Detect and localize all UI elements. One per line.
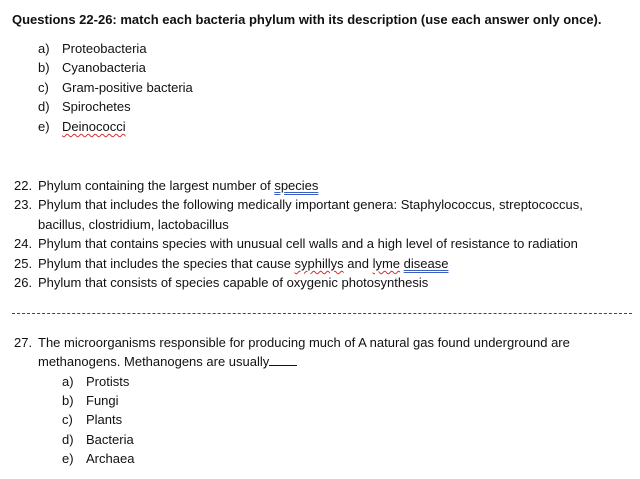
item-text: Phylum containing the largest number of [38, 178, 275, 193]
option-letter: c) [38, 80, 49, 95]
flagged-word: lyme [372, 256, 401, 271]
item-text: and [343, 256, 373, 271]
q27-option-e [62, 449, 134, 468]
option-text: Bacteria [86, 432, 134, 447]
option-text: Spirochetes [62, 99, 131, 114]
q27-option-d [62, 430, 134, 449]
item-text: Phylum that includes the species that cause [38, 256, 295, 271]
item-number: 24. [14, 236, 33, 251]
answer-blank [269, 354, 297, 366]
item-23-continued: bacillus, clostridium, lactobacillus [38, 217, 229, 232]
item-24 [14, 234, 578, 253]
section-divider [12, 313, 632, 314]
question-27 [14, 333, 570, 352]
question-text: methanogens. Methanogens are usually [38, 354, 270, 369]
option-d [38, 97, 131, 116]
option-text: Proteobacteria [62, 41, 147, 56]
item-number: 26. [14, 275, 33, 290]
option-letter: c) [62, 412, 73, 427]
option-b [38, 58, 146, 77]
question-27-continued [38, 352, 297, 371]
item-text: Phylum that contains species with unusual cell walls and a high level of resistance to radiation [38, 236, 578, 251]
item-number: 27. [14, 335, 33, 350]
question-text: The microorganisms responsible for producing much of A natural gas found underground are [38, 335, 570, 350]
option-letter: b) [38, 60, 50, 75]
option-e [38, 117, 126, 136]
option-text: Archaea [86, 451, 135, 466]
flagged-word: syphillys [294, 256, 344, 271]
option-letter: e) [38, 119, 50, 134]
item-number: 22. [14, 178, 33, 193]
item-23 [14, 195, 583, 214]
question-heading: Questions 22-26: match each bacteria phylum with its description (use each answer only once). [12, 12, 602, 27]
option-text: Protists [86, 374, 130, 389]
item-number: 23. [14, 197, 33, 212]
option-letter: d) [38, 99, 50, 114]
option-letter: a) [62, 374, 74, 389]
option-a [38, 39, 147, 58]
q27-option-a [62, 372, 129, 391]
flagged-word: species [274, 178, 319, 193]
option-text-flagged: Deinococci [62, 119, 126, 134]
option-text: Fungi [86, 393, 119, 408]
option-c [38, 78, 193, 97]
item-22 [14, 176, 318, 195]
option-letter: d) [62, 432, 74, 447]
option-text: Plants [86, 412, 123, 427]
flagged-word: disease [403, 256, 449, 271]
option-letter: a) [38, 41, 50, 56]
item-text: Phylum that consists of species capable of oxygenic photosynthesis [38, 275, 429, 290]
option-letter: e) [62, 451, 74, 466]
option-letter: b) [62, 393, 74, 408]
item-25 [14, 254, 448, 273]
option-text: Cyanobacteria [62, 60, 146, 75]
item-text: Phylum that includes the following medically important genera: Staphylococcus, streptococcus, [38, 197, 583, 212]
q27-option-b [62, 391, 119, 410]
option-text: Gram-positive bacteria [62, 80, 193, 95]
item-number: 25. [14, 256, 33, 271]
item-26 [14, 273, 428, 292]
q27-option-c [62, 410, 122, 429]
